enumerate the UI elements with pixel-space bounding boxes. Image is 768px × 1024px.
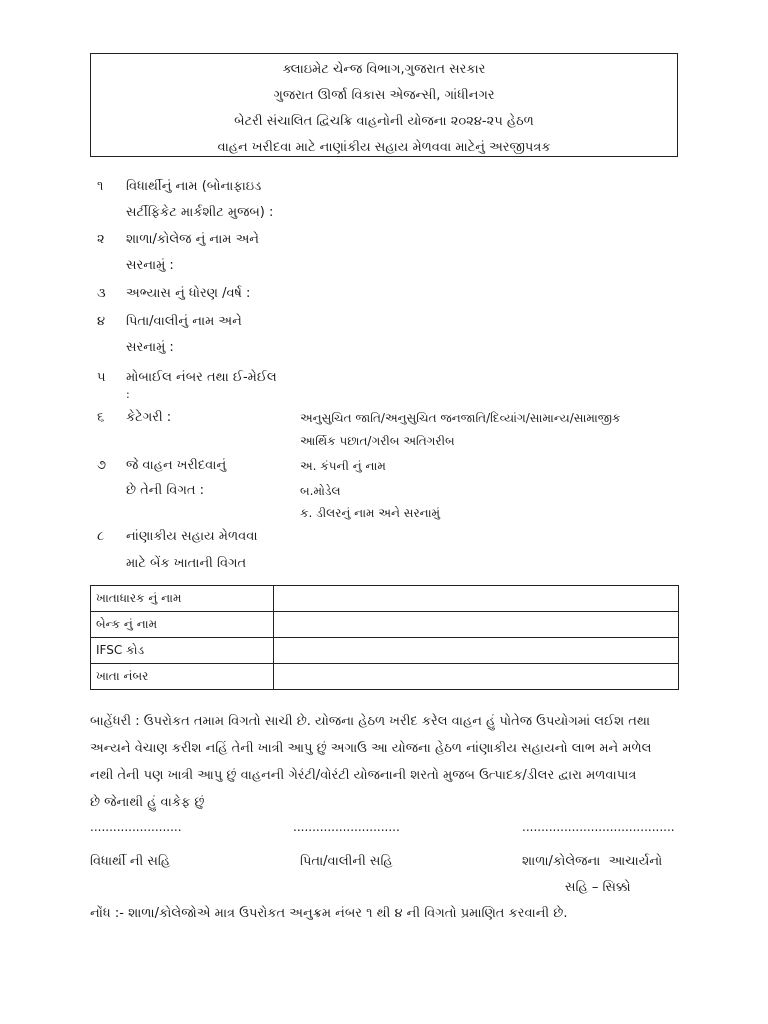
ifsc-value[interactable] [274, 638, 679, 664]
field-label: પિતા/વાલીનું નામ અને [126, 314, 242, 329]
field-number: ૬ [97, 410, 105, 425]
account-holder-value[interactable] [274, 586, 679, 612]
parent-signature-line: ............................ [293, 820, 400, 834]
declaration-line: અન્યને વેચાણ કરીશ નહિં તેની ખાત્રી આપુ છું અગાઉ આ યોજના હેઠળ નાંણાકીય સહાયનો લાભ મને મળેલ [90, 741, 652, 756]
field-label: : [126, 388, 130, 401]
category-options-cont: આર્થિક પછાત/ગરીબ અતિગરીબ [300, 434, 455, 448]
bank-details-table [90, 585, 679, 690]
principal-signature-line: ........................................ [522, 820, 675, 834]
agency-title: ગુજરાત ઊર્જા વિકાસ એજન્સી, ગાંધીનગર [273, 88, 495, 103]
principal-stamp-label: સહિ – સિક્કો [565, 880, 631, 895]
table-row [91, 586, 679, 612]
bank-name-value[interactable] [274, 612, 679, 638]
table-row [91, 664, 679, 690]
department-title: ક્લાઇમેટ ચેન્જ વિભાગ,ગુજરાત સરકાર [282, 62, 486, 77]
vehicle-company: અ. કંપની નું નામ [300, 459, 386, 473]
field-number: ૫ [97, 370, 106, 385]
bank-name-label: બેન્ક નું નામ [91, 612, 274, 638]
field-label: નાંણાકીય સહાય મેળવવા [126, 529, 258, 544]
account-holder-label: ખાતાધારક નું નામ [91, 586, 274, 612]
field-label: જે વાહન ખરીદવાનું [126, 458, 227, 473]
vehicle-dealer: ક. ડીલરનું નામ અને સરનામું [300, 506, 441, 520]
field-number: ૩ [97, 286, 106, 301]
vehicle-model: બ.મોડેલ [300, 484, 341, 498]
account-number-value[interactable] [274, 664, 679, 690]
scheme-title: બેટરી સંચાલિત દ્વિચક્રિ વાહનોની યોજના ૨૦૨૪-૨૫ હેઠળ [234, 114, 534, 129]
field-label: સરનામું : [126, 258, 174, 273]
declaration-line: નથી તેની પણ ખાત્રી આપુ છું વાહનની ગેરંટી/વોરંટી યોજનાની શરતો મુજબ ઉત્પાદક/ડીલર દ્વારા મળવાપાત્ર [90, 768, 637, 783]
form-header-box [90, 53, 678, 157]
table-row [91, 612, 679, 638]
parent-signature-label: પિતા/વાલીની સહિ [300, 854, 393, 869]
ifsc-label: IFSC કોડ [91, 638, 274, 664]
declaration-paragraph [90, 708, 682, 816]
field-label: વિધાર્થીનું નામ (બોનાફાઇડ [126, 179, 262, 194]
principal-signature-label: શાળા/કોલેજના આચાર્યનો [522, 854, 663, 869]
table-row [91, 638, 679, 664]
field-number: ૨ [97, 232, 105, 247]
field-label: સરનામું : [126, 340, 174, 355]
field-label: અભ્યાસ નું ધોરણ /વર્ષ : [126, 286, 251, 301]
student-signature-line: ........................ [90, 820, 182, 834]
field-label: માટે બેંક ખાતાની વિગત [126, 556, 247, 571]
category-options: અનુસુચિત જાતિ/અનુસુચિત જનજાતિ/દિવ્યાંગ/સામાન્ય/સામાજીક [300, 411, 621, 425]
declaration-line: છે જેનાથી હું વાકેફ છું [90, 795, 205, 810]
field-label: છે તેની વિગત : [126, 483, 204, 498]
account-number-label: ખાતા નંબર [91, 664, 274, 690]
field-label: કેટેગરી : [126, 410, 172, 425]
field-number: ૧ [97, 179, 104, 194]
field-number: ૭ [97, 458, 107, 473]
field-label: શાળા/કોલેજ નું નામ અને [126, 232, 259, 247]
declaration-line: બાહેંધરી : ઉપરોકત તમામ વિગતો સાચી છે. યોજના હેઠળ ખરીદ કરેલ વાહન હું પોતેજ ઉપયોગમાં લઈશ તથા [90, 714, 651, 729]
footnote: નોંધ :- શાળા/કોલેજોએ માત્ર ઉપરોકત અનુક્રમ નંબર ૧ થી ૪ ની વિગતો પ્રમાણિત કરવાની છે. [90, 906, 568, 921]
student-signature-label: વિધાર્થી ની સહિ [90, 854, 171, 869]
field-label: સર્ટીફિકેટ માર્કશીટ મુજબ) : [126, 205, 274, 220]
field-number: ૪ [97, 314, 106, 329]
field-label: મોબાઈલ નંબર તથા ઈ-મેઈલ [126, 370, 277, 385]
field-number: ૮ [97, 529, 105, 544]
form-title: વાહન ખરીદવા માટે નાણાંકીય સહાય મેળવવા માટેનું અરજીપત્રક [217, 140, 551, 155]
